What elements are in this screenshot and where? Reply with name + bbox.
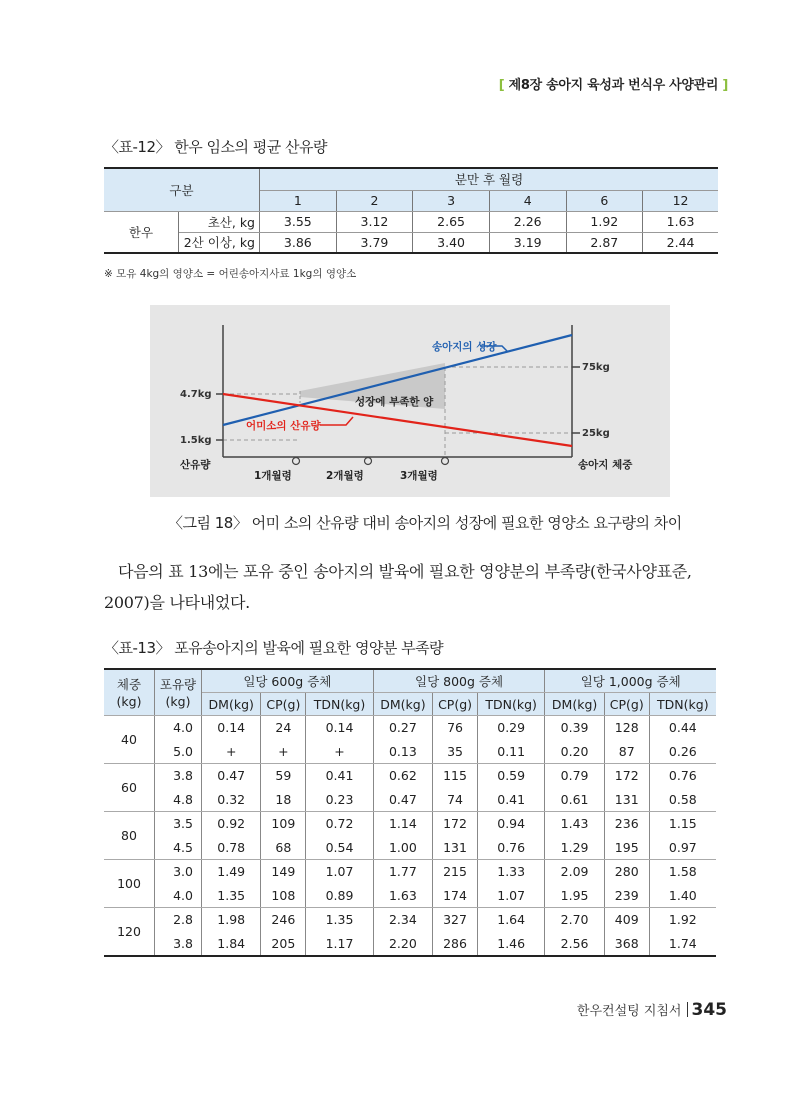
book-title: 한우컨설팅 지침서 (576, 1004, 682, 1019)
table13-cell: 409 (604, 908, 649, 932)
table13-cell: 1.35 (202, 884, 261, 908)
table-row (104, 932, 716, 957)
table13-cell: 0.76 (668, 768, 697, 784)
table13-milk-header: 포유량 (kg) (155, 669, 202, 716)
table13-cell: 1.77 (373, 860, 432, 884)
table13 (104, 668, 716, 957)
table13-cell: 0.78 (202, 836, 261, 860)
table13-cell: 0.32 (202, 788, 261, 812)
right-tick-label: 75kg (582, 362, 610, 373)
table13-milk-cell: 4.0 (155, 716, 202, 740)
table13-cell: 0.92 (202, 812, 261, 836)
table13-cell: 0.23 (306, 788, 373, 812)
table13-cell: 0.47 (202, 764, 261, 788)
table12-month-header: 12 (643, 190, 718, 211)
table13-cell: 174 (433, 884, 478, 908)
y-left-label: 산유량 (180, 459, 211, 471)
table13-cell: 0.39 (545, 716, 604, 740)
table13-milk-cell: 4.8 (155, 788, 202, 812)
table12-note: ※ 모유 4kg의 영양소 = 어린송아지사료 1kg의 영양소 (104, 268, 357, 280)
table13-cell: 131 (433, 836, 478, 860)
table13-sub-header: CP(g) (433, 693, 478, 716)
table13-cell: 236 (604, 812, 649, 836)
table13-cell: 280 (604, 860, 649, 884)
table13-cell: 2.34 (373, 908, 432, 932)
table13-cell: 115 (433, 764, 478, 788)
table13-cell: 172 (433, 812, 478, 836)
table12-cell: 3.12 (336, 211, 413, 232)
table13-cell: 0.14 (306, 716, 373, 740)
table12-cell: 1.92 (566, 211, 643, 232)
table13-cell: 1.84 (202, 932, 261, 957)
page-number: 345 (691, 1000, 727, 1020)
table12-cell: 3.55 (260, 211, 337, 232)
table13-cell: 0.62 (373, 764, 432, 788)
cow-milk-label: 어미소의 산유량 (246, 420, 321, 432)
table13-cell: 0.61 (545, 788, 604, 812)
table12 (104, 167, 718, 254)
table13-cell: 195 (604, 836, 649, 860)
table-row (104, 740, 716, 764)
table13-caption: 〈표-13〉 포유송아지의 발육에 필요한 영양분 부족량 (104, 639, 444, 657)
table13-cell: 1.14 (373, 812, 432, 836)
table13-cell: 1.98 (202, 908, 261, 932)
table13-weight-cell: 120 (104, 908, 155, 957)
table-row (104, 764, 716, 788)
table13-cell: 0.41 (477, 788, 544, 812)
table13-milk-cell: 4.0 (155, 884, 202, 908)
table13-cell: 0.79 (545, 764, 604, 788)
right-tick-label: 25kg (582, 428, 610, 439)
table13-cell: 35 (433, 740, 478, 764)
figure18-caption: 〈그림 18〉 어미 소의 산유량 대비 송아지의 성장에 필요한 영양소 요구량의 차이 (168, 514, 682, 532)
table13-cell: 0.13 (373, 740, 432, 764)
table12-cell: 3.79 (336, 232, 413, 253)
bracket-left-icon: [ (498, 78, 505, 93)
table13-cell: 1.92 (668, 912, 697, 928)
table13-cell: 0.89 (306, 884, 373, 908)
table13-cell: 0.54 (306, 836, 373, 860)
table13-cell: 286 (433, 932, 478, 957)
table13-cell: 59 (261, 764, 306, 788)
table12-cell: 1.63 (643, 211, 718, 232)
table12-row-label: 2산 이상, kg (179, 232, 260, 253)
table12-month-header: 2 (336, 190, 413, 211)
calf-growth-line (223, 335, 572, 425)
table13-milk-cell: 3.8 (155, 932, 202, 957)
table13-cell: 1.29 (545, 836, 604, 860)
table12-month-header: 4 (489, 190, 566, 211)
table12-cell: 3.40 (413, 232, 490, 253)
table13-cell: 327 (433, 908, 478, 932)
table13-sub-header: TDN(kg) (306, 693, 373, 716)
table12-cell: 2.87 (566, 232, 643, 253)
table13-cell: 2.09 (545, 860, 604, 884)
table12-cell: 2.44 (643, 232, 718, 253)
table-row (104, 836, 716, 860)
table13-cell: 24 (261, 716, 306, 740)
table13-cell: 172 (604, 764, 649, 788)
table13-cell: 0.29 (477, 716, 544, 740)
table13-weight-header: 체중 (kg) (104, 669, 155, 716)
table12-cell: 3.19 (489, 232, 566, 253)
page-footer (577, 1000, 727, 1020)
table13-cell: 109 (261, 812, 306, 836)
table13-cell: 0.11 (477, 740, 544, 764)
table13-cell: 87 (604, 740, 649, 764)
table13-cell: + (306, 740, 373, 764)
table12-row-group: 한우 (104, 211, 179, 253)
table13-cell: 0.26 (649, 740, 716, 764)
x-tick-label: 1개월령 (254, 470, 292, 482)
table13-cell: 1.07 (477, 884, 544, 908)
table13-cell: 0.76 (477, 836, 544, 860)
table-row (104, 860, 716, 884)
footer-divider (687, 1002, 688, 1017)
table13-cell: 0.27 (373, 716, 432, 740)
table-row (104, 812, 716, 836)
table12-header-months-group: 분만 후 월령 (260, 168, 719, 190)
month-marker-icon (442, 458, 449, 465)
x-tick-label: 3개월령 (400, 470, 438, 482)
left-tick-label: 1.5kg (180, 435, 212, 446)
table13-cell: 1.46 (477, 932, 544, 957)
table13-cell: 0.94 (477, 812, 544, 836)
table13-cell: 1.35 (306, 908, 373, 932)
table12-cell: 3.86 (260, 232, 337, 253)
table13-cell: 2.20 (373, 932, 432, 957)
figure18-diagram (150, 305, 670, 497)
table13-cell: 131 (604, 788, 649, 812)
table13-weight-cell: 40 (104, 716, 155, 764)
table13-sub-header: CP(g) (261, 693, 306, 716)
table13-cell: 0.44 (668, 720, 697, 736)
table13-sub-header: TDN(kg) (477, 693, 544, 716)
table12-row-label: 초산, kg (179, 211, 260, 232)
chapter-title: 제8장 송아지 육성과 번식우 사양관리 (508, 78, 719, 93)
table13-cell: 1.07 (306, 860, 373, 884)
table13-cell: 239 (604, 884, 649, 908)
table13-weight-cell: 60 (104, 764, 155, 812)
table13-cell: 1.74 (649, 932, 716, 957)
table13-cell: 0.97 (649, 836, 716, 860)
table-row (104, 884, 716, 908)
table13-cell: 128 (604, 716, 649, 740)
table13-cell: 1.17 (306, 932, 373, 957)
body-paragraph: 다음의 표 13에는 포유 중인 송아지의 발육에 필요한 영양분의 부족량(한국사양표준, 2007)을 나타내었다. (104, 562, 692, 612)
table13-sub-header: TDN(kg) (649, 693, 716, 716)
table13-cell: 1.40 (649, 884, 716, 908)
y-right-label: 송아지 체중 (578, 459, 633, 471)
table-row (104, 716, 716, 740)
table13-cell: 1.64 (477, 908, 544, 932)
table13-cell: 74 (433, 788, 478, 812)
table13-cell: 0.20 (545, 740, 604, 764)
shortfall-label: 성장에 부족한 양 (355, 396, 434, 408)
table12-cell: 2.65 (413, 211, 490, 232)
table12-cell: 2.26 (489, 211, 566, 232)
figure18 (150, 305, 670, 497)
left-tick-label: 4.7kg (180, 389, 212, 400)
table13-sub-header: DM(kg) (202, 693, 261, 716)
table-row (104, 788, 716, 812)
table12-header-category: 구분 (104, 168, 260, 211)
x-tick-label: 2개월령 (326, 470, 364, 482)
table13-cell: 368 (604, 932, 649, 957)
table13-body (104, 716, 716, 957)
table13-cell: 1.63 (373, 884, 432, 908)
table13-cell: 0.41 (306, 764, 373, 788)
table13-cell: 1.33 (477, 860, 544, 884)
table13-milk-cell: 4.5 (155, 836, 202, 860)
table13-cell: 2.56 (545, 932, 604, 957)
table12-caption: 〈표-12〉 한우 임소의 평균 산유량 (104, 138, 327, 156)
table12-month-header: 1 (260, 190, 337, 211)
table13-cell: 1.49 (202, 860, 261, 884)
table13-cell: 108 (261, 884, 306, 908)
month-marker-icon (365, 458, 372, 465)
table13-milk-cell: 3.8 (155, 764, 202, 788)
table13-cell: 2.70 (545, 908, 604, 932)
calf-growth-label: 송아지의 성장 (432, 341, 497, 353)
table12-month-header: 6 (566, 190, 643, 211)
table13-sub-header: DM(kg) (545, 693, 604, 716)
cow-label-leader (320, 417, 353, 425)
table13-cell: 0.59 (477, 764, 544, 788)
table13-milk-cell: 5.0 (155, 740, 202, 764)
table13-sub-header: CP(g) (604, 693, 649, 716)
table13-cell: 1.43 (545, 812, 604, 836)
table13-cell: 205 (261, 932, 306, 957)
table13-cell: 0.58 (649, 788, 716, 812)
table13-cell: 0.14 (202, 716, 261, 740)
table13-cell: 76 (433, 716, 478, 740)
table13-milk-cell: 3.5 (155, 812, 202, 836)
table13-weight-cell: 80 (104, 812, 155, 860)
table13-cell: 246 (261, 908, 306, 932)
table13-cell: 1.00 (373, 836, 432, 860)
table13-cell: + (202, 740, 261, 764)
table13-cell: 215 (433, 860, 478, 884)
table13-milk-cell: 3.0 (155, 860, 202, 884)
table13-cell: 149 (261, 860, 306, 884)
table13-cell: 0.72 (306, 812, 373, 836)
table13-cell: 1.15 (668, 816, 697, 832)
table12-month-header: 3 (413, 190, 490, 211)
table13-milk-cell: 2.8 (155, 908, 202, 932)
table13-group-header: 일당 800g 증체 (373, 669, 545, 693)
table13-cell: 18 (261, 788, 306, 812)
table13-cell: 1.95 (545, 884, 604, 908)
table-row (104, 908, 716, 932)
table13-cell: 68 (261, 836, 306, 860)
table13-sub-header: DM(kg) (373, 693, 432, 716)
table13-group-header: 일당 1,000g 증체 (545, 669, 716, 693)
table13-cell: + (261, 740, 306, 764)
chapter-header (499, 74, 728, 93)
table13-cell: 1.58 (668, 864, 697, 880)
table13-weight-cell: 100 (104, 860, 155, 908)
table13-group-header: 일당 600g 증체 (202, 669, 374, 693)
bracket-right-icon: ] (722, 78, 728, 93)
month-marker-icon (293, 458, 300, 465)
table13-cell: 0.47 (373, 788, 432, 812)
